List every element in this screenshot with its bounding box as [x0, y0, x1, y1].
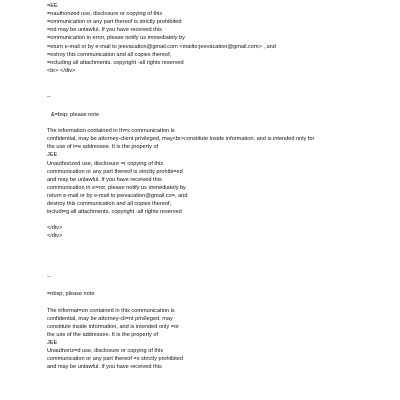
- please-note-heading: =nbsp; please note: [47, 291, 95, 298]
- disclaimer-block-2: [47, 127, 392, 216]
- text-line: Unauthorized use, disclosure =r copying of this: [47, 160, 164, 167]
- closing-tag: </div>: [47, 233, 63, 240]
- separator-dashes: --: [47, 274, 51, 281]
- text-line: the use of t=e addressee. It is the property of: [47, 144, 159, 151]
- text-line: the use of the addressee. It is the property of: [47, 331, 159, 338]
- text-line: =ommunication or any part thereof is strictly prohibited: [47, 19, 182, 26]
- text-line: communication or any part thereof is strictly prohibi=ed: [47, 168, 183, 175]
- text-line: =nd may be unlawful. If you have received this: [47, 27, 162, 34]
- text-line: The informat=on contained in this communication is: [47, 307, 175, 314]
- text-line: Unauthoriz=d use, disclosure or copying of this: [47, 348, 164, 354]
- disclaimer-block-3: [47, 307, 392, 372]
- text-line: =nauthorized use, disclosure or copying of this: [47, 11, 163, 18]
- text-line: =eturn e-mail or by e-mail to jeevacation@gmail.com <mailto:jeevacation@gmail.com> , and: [47, 43, 276, 50]
- please-note-heading: &=bsp; please note: [51, 112, 100, 119]
- text-line: The information contained in th=s communication is: [47, 128, 175, 135]
- text-line: includi=g all attachments. copyright -all rights reserved: [47, 209, 182, 216]
- closing-tag: </div>: [47, 225, 63, 232]
- text-line: =ommunication in error, please notify us immediately by: [47, 35, 185, 42]
- separator-dashes: --: [47, 93, 51, 100]
- email-document: [47, 0, 392, 371]
- text-line: constitute inside information, and is intended only =or: [47, 323, 179, 330]
- text-line: and may be unlawful. If you have received this: [47, 364, 162, 371]
- text-line: JEE: [47, 152, 58, 159]
- text-line: confidential, may be attorney-client privileged, may<br>constitute inside information, and is intended only for: [47, 136, 315, 143]
- text-line: communication or any part thereof =s strictly prohibited: [47, 356, 184, 363]
- text-line: =ncluding all attachments. copyright -all rights reserved: [47, 59, 184, 66]
- text-line: and may be unlawful. If you have received this: [47, 176, 162, 183]
- closing-tags: [47, 224, 392, 240]
- text-line: JEE: [47, 339, 58, 346]
- text-line: <br> </div>: [47, 67, 76, 74]
- text-line: communication in e=ror, please notify us immediately by: [47, 184, 186, 191]
- text-line: return e-mail or by e-mail to jeevacation@gmail.co=, and: [47, 192, 188, 199]
- disclaimer-block-1: [47, 0, 392, 75]
- text-line: destroy this communication and all copies thereof,: [47, 200, 172, 207]
- text-line: =EE: [47, 3, 58, 10]
- text-line: confidential, may be attorney-cli=nt privileged, may: [47, 315, 173, 322]
- text-line: =estroy this communication and all copies thereof,: [47, 51, 172, 58]
